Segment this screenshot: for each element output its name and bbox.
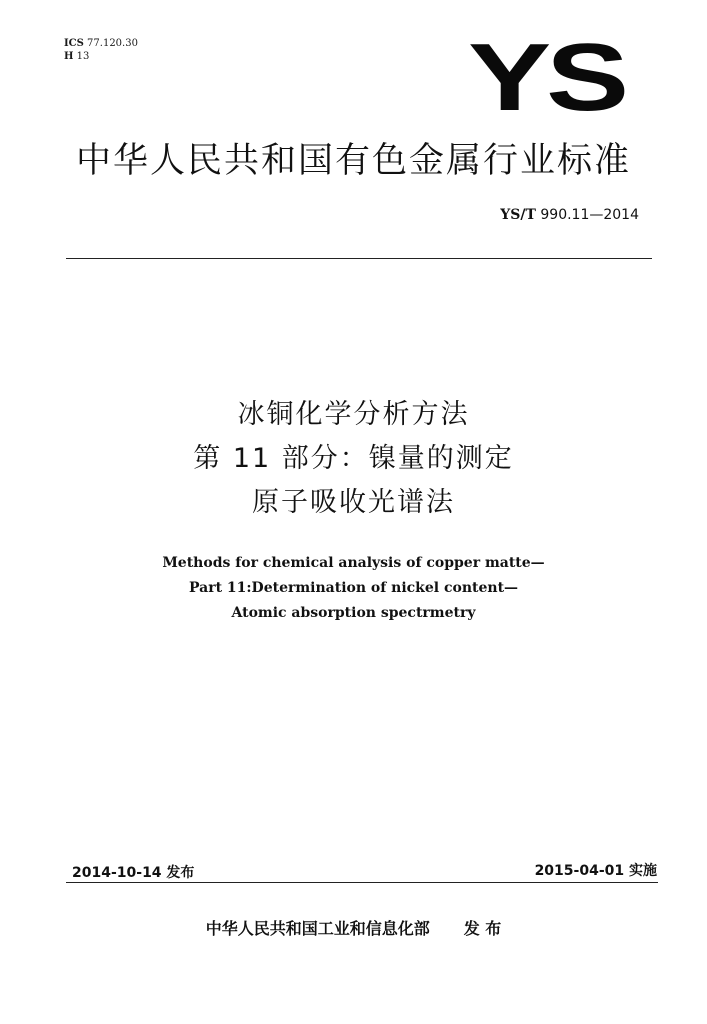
english-title-line-3: Atomic absorption spectrmetry xyxy=(231,605,476,621)
ccs-line xyxy=(64,50,138,63)
issue-date: 2014-10-14 发布 xyxy=(72,865,195,881)
ccs-label: H xyxy=(64,51,74,62)
ics-code: 77.120.30 xyxy=(87,38,138,49)
publisher-name: 中华人民共和国工业和信息化部 xyxy=(205,919,430,938)
chinese-title-line-1: 冰铜化学分析方法 xyxy=(237,399,470,430)
standard-number-prefix: YS/T xyxy=(500,207,536,223)
top-divider xyxy=(66,258,652,259)
chinese-title xyxy=(0,393,707,525)
ics-line xyxy=(64,37,138,50)
chinese-title-line-2: 第 11 部分：镍量的测定 xyxy=(193,443,514,474)
english-title-line-2: Part 11:Determination of nickel content— xyxy=(188,580,519,596)
implementation-date: 2015-04-01 实施 xyxy=(534,863,657,879)
publisher-action: 发 布 xyxy=(463,919,502,938)
classification-codes xyxy=(64,37,138,63)
english-title xyxy=(0,551,707,626)
ics-label: ICS xyxy=(64,38,84,49)
publisher xyxy=(0,918,707,940)
chinese-title-line-3: 原子吸收光谱法 xyxy=(252,487,455,518)
ys-logo xyxy=(466,40,626,114)
ccs-code: 13 xyxy=(76,51,90,62)
standard-category-title: 中华人民共和国有色金属行业标准 xyxy=(75,141,631,181)
english-title-line-1: Methods for chemical analysis of copper matte— xyxy=(162,555,545,571)
standard-number xyxy=(500,206,639,224)
standard-number-value: 990.11—2014 xyxy=(540,207,639,223)
bottom-divider xyxy=(66,882,658,883)
ys-logo-text: YS xyxy=(468,40,626,114)
